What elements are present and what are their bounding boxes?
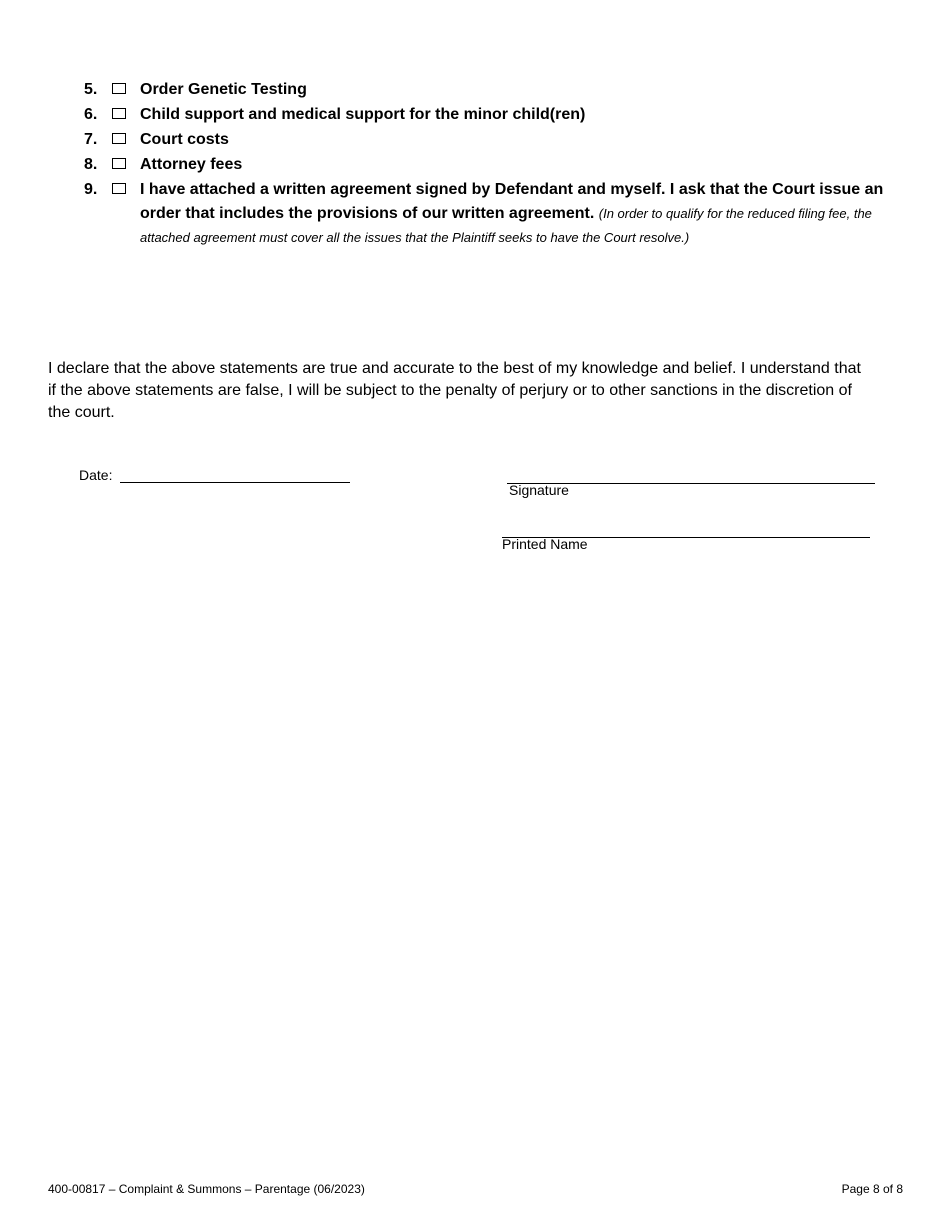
- checkbox[interactable]: [112, 183, 126, 194]
- date-line[interactable]: [120, 466, 350, 483]
- item-number: 9.: [84, 181, 98, 198]
- checkbox[interactable]: [112, 108, 126, 119]
- checkbox[interactable]: [112, 83, 126, 94]
- item-label: I have attached a written agreement signed by Defendant and myself. I ask that the Court issue an order that includes the provisions of our written agreement. (In order to qualify for the reduced filing fee, the attached agreement must cover all the issues that the Plaintiff seeks to have the Court resolve.): [140, 181, 884, 245]
- relief-item-6: [84, 103, 894, 127]
- date-field: [79, 466, 350, 483]
- item-number: 7.: [84, 131, 98, 148]
- item-number: 5.: [84, 81, 98, 98]
- item-note: (In order to qualify for the reduced filing fee, the attached agreement must cover all the issues that the Plaintiff seeks to have the Court resolve.): [140, 206, 872, 245]
- relief-item-5: [84, 78, 894, 102]
- item-label: Court costs: [140, 131, 229, 148]
- relief-item-9: [84, 178, 894, 250]
- signature-label: Signature: [509, 482, 569, 498]
- declaration-text: I declare that the above statements are true and accurate to the best of my knowledge and belief. I understand that if the above statements are false, I will be subject to the penalty of perjury or to other sanctions in the discretion of the court.: [48, 360, 861, 421]
- checkbox[interactable]: [112, 133, 126, 144]
- footer-form-id: 400-00817 – Complaint & Summons – Parentage (06/2023): [48, 1182, 365, 1196]
- relief-list: [84, 78, 894, 251]
- item-number: 6.: [84, 106, 98, 123]
- printed-name-label: Printed Name: [502, 536, 588, 552]
- item-label: Attorney fees: [140, 156, 243, 173]
- relief-item-8: [84, 153, 894, 177]
- relief-item-7: [84, 128, 894, 152]
- checkbox[interactable]: [112, 158, 126, 169]
- footer-page-number: Page 8 of 8: [841, 1182, 903, 1196]
- item-label: Child support and medical support for the minor child(ren): [140, 106, 586, 123]
- item-label: Order Genetic Testing: [140, 81, 307, 98]
- item-number: 8.: [84, 156, 98, 173]
- date-label: Date:: [79, 467, 113, 483]
